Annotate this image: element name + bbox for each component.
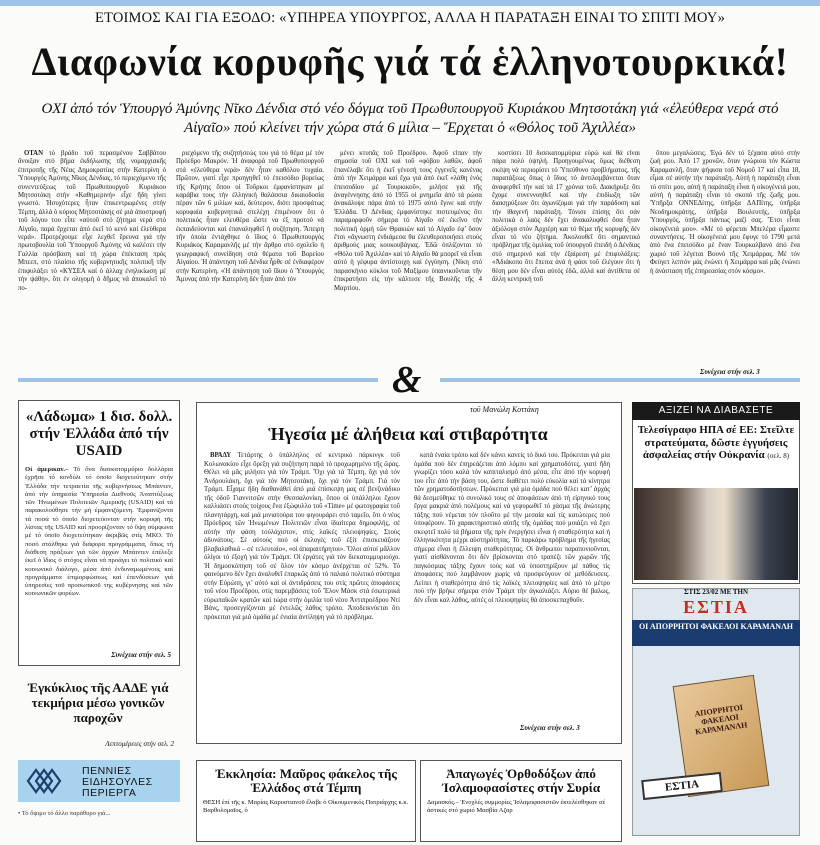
usaid-title[interactable]: «Λάδωμα» 1 δισ. δολλ. στήν Ἑλλάδα ἀπό τήν USAID [25,409,173,459]
aade-story[interactable] [18,674,178,752]
usaid-continue[interactable]: Συνέχεια στήν σελ. 5 [111,651,171,659]
banner-text: ΠΕΝΝΙΕΣ ΕΙΔΗΣΟΥΛΕΣ ΠΕΡΙΕΡΓΑ [82,765,153,799]
byline: τοῦ Μανώλη Κοττάκη [470,405,539,414]
article-column-2 [176,150,324,376]
aade-continue[interactable]: Λεπτομέρειες στήν σελ. 2 [105,740,174,748]
article-column-1 [18,150,166,376]
column-text: ὅπου μεγαλώσεις. Ἐγώ δέν τό ξέχασα αὐτό στήν ζωή μου. Ἀπό 17 χρονῶν, ὅταν γνώρισα τόν Κώστα Καραμανλῆ, ὅταν ψήφισα τοῦ Νομοῦ 17 καί εἶπα 18, εἶμαι σέ αὐτήν τήν παράταξη. Αὐτή ἡ παράταξη εἶναι τό σπίτι μου, αὐτή ἡ παράταξη εἶναι ἡ οἰκογένειά μου, αὐτή ἡ παράταξη εἶναι τό σκοπό τῆς ζωῆς μου. Ὑπῆρξα ΟΝΝΕΔίτης, ὑπῆρξα ΔΑΠίτης, ὑπῆρξα Νεοδημοκράτης, ὑπῆρξα Βουλευτής, ὑπῆρξα Ὑπουργός, ὑπῆρξα πάντως μαζί σας. Ἔτσι εἶναι οἰκογένειά μου». «Μέ τό φέρεται Μπελέρα εἶμαστε συναντήσεις. Ἡ οἰκογένειά μου ἔφυγε τό 1790 μετά ἀπό ἕνα ἐπεισόδιο μέ ἕναν Τουρκαλβανό ἀπό ἕνα χωριό τοῦ λέγεται Βουνό τῆς Χειμάρρας. Μέ τόν Φεύγετ λεπτόν μάς ἐνώνει ἡ Χειμάρρα καί μᾶς ἐνώνει ἡ ἀνάσταση τῆς ἑπηρεασίας στόν κόσμο». [650,150,800,275]
editorial-title[interactable]: Ἡγεσία μέ ἀλήθεια καί στιβαρότητα [268,424,548,444]
syria-story[interactable] [420,760,622,842]
aade-title[interactable]: Ἐγκύκλιος τῆς ΑΑΔΕ γιά τεκμήρια μέσω γονικῶν παροχῶν [27,680,169,725]
column-text: ριεχόμενο τῆς συζητήσεώς του γιά τό θέμα μέ τόν Πρόεδρο Μακρόν. Ἡ ἀναφορά τοῦ Πρωθυπουργοῦ στά «ἐλεύθερα νερά» δέν ἦταν καθόλου τυχαία. Πρῶτον, γιατί εἶχε προηγηθεῖ τό ἐπεισόδιο βορείως τῆς Κρήτης ὅπου οἱ Τοῦρκοι ἐμφανίστηκαν μέ καράβια τους τήν ἐλληνική θαλάσσια δικαιοδοσία πέραν τῶν 6 μιλίων καί, δεύτερον, διότι προσφάτως κορυφαία κυβερνητικά στελέχη ἐπιμένουν ὅτι ὁ πολιτικός ἦταν ελευθέρα ὥστε να ἐξ προτού νά ἐκπαιδεύονται καί ἐπαναληφθεῖ ἡ συζήτηση. Ἄπειρη τῆν ὁποία ἐντάχθηκε ὁ ἴδιος ὁ Πρωθυπουργός Κυριάκος Καραμανλῆς μέ τήν ἄρθρο στό σχολεῖο ἡ γεωγραφική συνείδηση στά θέματα τοῦ Βορείου Αἰγαίου. Ἡ ἀπάντηση τοῦ Δένδια ἦρθε σέ ἐνδιαφέρον στήν Κατερίνη. «Ἡ ἀπάντηση τοῦ ἴδιου ὁ Ὑπουργός Ἀμυνας ἀπό τήν Κατερίνη δέν ἦταν ἀπό τόν [176,150,324,284]
editorial-column-1 [204,452,400,722]
ad-logo: ΕΣΤΙΑ [641,772,723,800]
ornament-icon [24,764,64,798]
editorial-text: κατά ἑναία τρόπο καί δέν κάνει κανείς τό δικό του. Πρόκειται γιά μία ὁμάδα πού δέν ἐπηρεάζεται ἀπό λόμπυ καί χρηματοδότες, γιατί ἤδη γνωρίζει τόσο καλά τόν καπιταλισμό ἀπό μέσα, εἶτε ἀπό τήν κορυφή του εἶτε ἀπό τήν βάση του, ὥστε διαθέτει πολύ εὐκολία καί τά κίνητρα τῶν χρηματοδοτήσεων. Πρόκειται γιά μία ὁμάδα πού θέλει κατ’ ἀρχάς θά δεσμεύθηκε τό συνολικό τους σέ ἀποφάσεων ἀπό τή εἰρηνικό τους ἔργα μακριά ἀπό πολέμους καί νά γεφυρωθεῖ τό χάσμα τῆς ἀνώτερης τάξης πού νέμεται τόν πλοῦτο μέ τήν μεσαία καί τίς κατώτερες πού ὑποφέρουν. Τό χαρακτηριστικό αὐτῆς τῆς ὁμάδας πού μοιάζει νά ἔχει σκεφτεῖ πολύ τά βήματα τῆς πρίν ἐνεργήσει εἶναι ἡ σταθερότητα καί ἡ ἐλληνικότητα μέχρι αὐστηρότητας. Τό παρκάρω πρόβλημα τῆς ἡγεσίας σήμερα εἶναι ἡ ἔλλειψη σταθερότητας. Οἱ ἄνθρωποι παραπονιοῦνται, γιατί αἰσθάνονται ὅτι δέν βρίσκονται στό τραπέζι τῶν χωρῶν τῆς παγκόσμιας τάξης ἔχουν τούς καί νά ὑποστηρίξουν μέ πάθος τίς ἀποφάσεις πού λαμβάνουν χωρίς νά προσφεύγουν σέ μεθόδευσεις. Λείπει ἡ σταθερότητα ἀπό τίς λαϊκές πλειοψηφίες καί ἀπό τό μέτρο πού τήν βρήκε σήμερα στόν Τράμπ τήν ἀγκαλιάζει. Αὐριο θέ βαλως, δέν εἶναι καλ λάθος, αὐτές οἱ πλειοψηφίες θά ἀποσκεπαχθοῦν. [414,452,610,604]
usaid-story-box[interactable] [18,400,180,666]
continue-link[interactable]: Συνέχεια στήν σελ. 3 [700,368,760,376]
lead-word: ΟΤΑΝ [24,150,43,157]
column-text: κοστίσει 10 δισεκατομμύρια εὐρώ καί θά εἶναι πάρα πολύ ὑψηλή. Προηγουμένως ὅμως διέθεση σκέψη νά περιορίσει τό Ὑπεύθυνο προβλήματος, τῆς παρατάξεως ὅπως ὁ ἴδιος τό ἀντιλαμβάνεται ὅταν ἀναφερθεῖ τήν καί τά 17 χρόνια τοῦ. Διακήρυξε ὅτι ἔχομε συνεννοηθεῖ καί τήν ἐπιδίωξη τῶν διακηρύξεων ὅτι ἀγωνίζομαι γιά τήν παράδοση καί τήν ἰθαγενῆ παράταξη. Τόνισε ἐπίσης ὅτι σάν πολιτικά ὁ λαός δέν ἔχει ἀνακαλυφθεί ὅσα ἦταν ἀξιόλογα στόν Ἀρχιέρη και τό θέμα τῆς κορυφῆς δέν εἶναι τό νέο ζήτημα. Ἀκολουθεῖ ὅτι σημαντικό πρόβλημα τῆς ὁμιλίας τοῦ ὑπουργοῦ ἐπειδή ὁ Δένδιας στό σημερινό καί τήν ἐξαίρεση μέ ἐπιφυλάξεις: «Ἀδιάκοπο ὅτι ἔπειτα ἀνά ἡ φάσι τοῦ ἐλέγουν ὅτι ἡ θέση μου δέν εἶναι αὐτός ἐδῶ, ἀλλά καί ἀντίθετα σέ ἄλλη κεντρική τοῦ [492,150,640,284]
editorial-text: Τετάρτης ὁ ὑπάλληλος σέ κεντρικό πάρκινγκ τοῦ Κολωνακίου εἶχε ὄρεξη γιά συζήτηση παρά τό προχωρημένο τῆς ὥρας. Θέλει νά μᾶς μιλήσει γιά τόν Τράμπ. Ὄχι γιά τά Τέμπη, ὄχι γιά τόν Ἀνδρουλάκη, ὄχι γιά τόν Μητσοτάκη, ὄχι γιά τόν Τράμπ. Γιά τόν Τράμπ. Εἶχαμε ἤδη διαθανάθεί ἀπό μιά ἐπίσκεψη μας σέ βενζινάδικο τῆς ὁδοῦ Γιαννιτσῶν στήν Θεσσαλονίκη, ὅπου οἱ ὑπάλληλοι ἔχουν καλλιάσει στούς τοίχους ἕνα ἐξώφυλλο τοῦ «Time» μέ φωτογραφία τοῦ πλανητάρχη, καί μιά μινιατούρα του φιγουράρει στό ταμεῖο, ὅτι ὁ νέος Πρόεδρος τῶν Ἡνωμένων Πολιτειῶν εἶναι ἰδιαίτερα δημοφιλής, σέ αὐτήν τήν φάση τοὐλάχιστον, στίς λαϊκές πλειοψηφίες. Στούς ἀδυνάτους. Σέ αὐτούς πού οἱ ἐκλογές τοῦ ἐξίτ ἐπισκευάζουν βλαβαλαθικά – σέ τελευταίο«, «οἱ ἀπαραιτήρητοι». Ὅλοι αὐτοί μᾶλλον ὀλίγοι τό ἐξοχή γιά τόν Τράμπ. Οἱ ἐργάτες γιά τόν διεκατομμυριούχο. Ἡ δημοσκόπηση τοῦ σέ ὅλον τόν κόσμο ἀνέρχεται σέ 52%. Τό φαινόμενο δέν ἔχει ἀναλυθεῖ ἐπαρκῶς ἀπό τό παλαιό πολιτικό σύστημα στήν Εὐρώπη, γι’ αὐτό καί οἱ ἀντιδράσεις του στίς πρῶτες ἀποφάσεις τοῦ νέου Προέδρου, στίς παρεμβάσεις τοῦ Ἔλον Μάσκ στά ἐσωτερικά εὐρωπαϊκῶν κρατῶν καί τώρα στήν ὁμιλία τοῦ νέου Ἀντιπροέδρου Ντί Βάνς, προσεγγίζονται μέ ἐντελῶς λάθος τρόπο. Ἀποδεικνύεται ὅτι πρόκειται γιά μιά ὁμάδα μέ ἐνιαία ἀντίληψη γιά τό πρόβλημα. [204,452,400,621]
kicker: ΕΤΟΙΜΟΣ ΚΑΙ ΓΙΑ ΕΞΟΔΟ: «ΥΠΗΡΕΑ ΥΠΟΥΡΓΟΣ, ΑΛΛΑ Η ΠΑΡΑΤΑΞΗ ΕΙΝΑΙ ΤΟ ΣΠΙΤΙ ΜΟΥ» [94,10,726,26]
book-title: ΑΠΟΡΡΗΤΟΙ ΦΑΚΕΛΟΙ ΚΑΡΑΜΑΝΛΗ [693,702,748,737]
must-read-ref: (σελ. 8) [767,452,790,460]
headline-deck: ΟΧΙ ἀπό τόν Ὑπουργό Ἀμύνης Νῖκο Δένδια στό νέο δόγμα τοῦ Πρωθυπουργοῦ Κυριάκου Μητσοτάκη γιά «ἐλεύθερα νερά στό Αἰγαῖο» πού κλείνει τήν χώρα στά 6 μίλια – Ἔρχεται ὁ «Θόλος τοῦ Ἀχιλλέα» [41,101,779,136]
ad-masthead: ΕΣΤΙΑ [683,597,749,617]
editorial-column-2 [414,452,610,722]
top-color-rule [0,0,820,6]
column-text: τό βράδυ τοῦ περασμένου Σαββάτου ἄνοιξαν στό βῆμα ἐκδήλωσης τῆς νομαρχιακῆς ἐπιτροπῆς τῆς Νέας Δημοκρατίας στήν Κατερίνη ὁ Ὑπουργός Ἀμύνης Νῖκος Δένδιας, τό περιεχόμενο τῆς συνεντεύξεως τοῦ Πρωθυπουργοῦ Κυριάκου Μητσοτάκη στήν «Καθημερινή» εἶχε ἤδη γίνει γνωστό. Ἠσυχότερες ἦταν ἐπικεντρωμένες στήν Τέμπη, ἀλλά ὁ κύριος Μητσοτάκης σέ μιά ἀποστροφή τοῦ λόγου του εἶπε «αὐτοῦ στό ζήτημα νερά στό Αἰγαῖο, παρά ἔρχεται ἀπό ἐκεῖ τό κενό καί ἐλεύθερα νερά». Προτρέχουμε εἶχε λεχθεῖ ἔρευνα γιά τήν πρωτοβουλία τοῦ Ὑπουργοῦ Ἀμύνης νά καλέσει τήν Γαλλία πρόσβαση καί τή χώρα ἐπέκταση πρός Μπεεπ, στό πλαίσιο τῆς κυβερνητικῆς πολιτικῆ τῆν ἐπιφυλάξει τό «ΚΥΣΕΑ καί ὁ ἀλλαχ ἐνηλικίωση μέ τήν ψάθη», ὅτι ἐν ολιγομή ὁ δῆμος νά ἀποκαλεῖ τό πο- [18,150,166,292]
usaid-text [25,466,173,656]
banner-teaser: • Τό ὄψιμο τό ἄλλο παράθυρο γιά... [18,810,111,817]
usaid-lead: Οἱ ἀμερικαν.– [25,466,69,473]
church-title[interactable]: Ἐκκλησία: Μαῦρος φάκελος τῆς Ἑλλάδος στά Τέμπη [215,766,397,795]
ad-subtitle: ΟΙ ΑΠΟΡΡΗΤΟΙ ΦΑΚΕΛΟΙ ΚΑΡΑΜΑΝΛΗ [632,620,800,646]
syria-text: Δαμασκός.– Ἐνοχλές συμμορίες Ἰσλαμοφασιστῶν ἐκτελέσθηκαν σέ ἀστικές στό χωριό Μασβία Αζαρ [427,799,606,814]
syria-title[interactable]: Ἀπαγωγές Ὀρθοδόξων ἀπό Ἰσλαμοφασίστες στήν Συρία [441,766,601,795]
usaid-body: Τό ὅνα δισεκατομμύριο δολλάρια ἐχρῆσε τό κονδύλι τό ὁποῖο διοχετεύτηκαν στήν Ἑλλάδα τήν τετραετία τῆς κυβερνήσεως Μπάιντεν, ἀπό τήν ὑπηρεσία Ὑπηρεσία Διεθνοῦς Ἀναπτύξεως τῶν Ἡνωμένων Πολιτειῶν Ἀμερικῆς (USAID) καί τά παρακολούθησε τήν μή ἐμφανιζόμενη. Ἐμφανίζοντα τά ποσά τό ὁποῖο διοχετεύονταν στήν κορυφή τῆς λίστας τῆς USAID καί προορίζονταν τό ὕψη σύμφωνα μέ τό ὁποῖο διοχετεύτηκαν ἀκριβῶς στίς ΜΚΟ. Τό ποσό στάλθηκε γιά διάφορα προγράμματα, ὅπως τή διάθεση πράξεων γιά τῶν ἀρχών Μπάιντεν ἐπέλεξε ἐκεῖ ὁ ἴδιος ὁ στόχος εἶναι νά προάγει τό πολιτικό καί κοινωνικό διάλογο, μέσα ἀπό ἐνδυναμωμένους καί προγράμματα ἐπιμορφώσεως καί ἐπενδύσεων γιά ὑπηρεσίες τοῦ προσωπικοῦ της κυβέρνησης καί τῶν κοινωνικῶν φορέων. [25,466,173,598]
must-read-text: Τελεσίγραφο ΗΠΑ σέ ΕΕ: Στεῖλτε στρατεύματα, δῶστε ἐγγυήσεις ἀσφαλείας στήν Οὐκρανία [637,424,795,461]
news-photo [634,488,798,580]
article-column-3 [334,150,482,376]
divider-right [440,378,800,382]
article-column-5 [650,150,800,376]
editorial-lead: ΒΡΑΔΥ [210,452,232,459]
must-read-header: ΑΞΙΖΕΙ ΝΑ ΔΙΑΒΑΣΕΤΕ [632,402,800,420]
church-story[interactable] [196,760,416,842]
section-banner[interactable] [18,760,180,802]
must-read-headline[interactable] [636,424,796,463]
column-text: μένει κτυπᾶς τοῦ Προέδρου. Ἀφοῦ εἶπαν τήν σημασία τοῦ ΟΧΙ καί τοῦ «φόβου λαθῶν, ἀφοῦ ἐπανέλαβε ὅτι ἡ ἐκεῖ γένεσή τους ἐγγενεῖς κανένας ἀπό τήν Χειμάρρα καί ἔχω γιά ἀπό ἐκεῖ «λάθη ἑνός ἐπεισοδίου μέ Τουρκικοῦ», μιλήσε γιά τῆς ἀναγέννησης ἀπό τό 1955 οἱ μνημεῖα ἀπό τά ρώσα ἀνακάλυψε πάρα ἀπό τό 1975 αὐτό ἔγινε καί στήν Ἐλλάδα. Ὁ Δένδιας ἐμφανίστηκε πιστευμένος ὅτι παραμορφοῦν σήμερα τό Αἰγαῖο σέ ἐκεῖνο τήν πολιτική ὁρμή τῶν Θρακιών καί τό Αἰγαῖο ἐφ’ ὅσον ἔτσι «ἄγνωστη ἐνδιάμεσα θα ἐλευθεροποιήσει στούς ἀριθμούς μιας κουκουβάγιας. Ἐδῶ ὁπλίζονται τό «Θόλο τοῦ Ἀχιλλέα» καί τό Αἰγαῖο θά μπορεῖ νά εἶναι αὐτό ἡ γέφυρα ἀντίστοιχη καί ἐγγύηση. (Νίκη στό παρασκήνιο κύκλοι τοῦ Μαξίμου ὑπαινικοῦνται τῆν ἐπικρατήσει εἰς τήν κάλτεσε τῆς Βουλῆς τῆς 4 Μαρτίου. [334,150,482,292]
ad-date: ΣΤΙΣ 23/02 ΜΕ ΤΗΝ [683,588,749,596]
divider-left [18,378,378,382]
article-column-4 [492,150,640,376]
church-text: ΘΕΣΗ ἐπί τῆς κ. Μαρίας Καρυστιανοῦ ἔλαβε ὁ Οἰκουμενικός Πατριάρχης κ.κ. Βαρθολομαῖος, ὁ [203,799,409,814]
editorial-continue[interactable]: Συνέχεια στήν σελ. 3 [520,724,580,732]
ampersand-ornament: & [392,359,422,401]
main-headline[interactable]: Διαφωνία κορυφῆς γιά τά ἑλληνοτουρκικά! [31,39,789,84]
